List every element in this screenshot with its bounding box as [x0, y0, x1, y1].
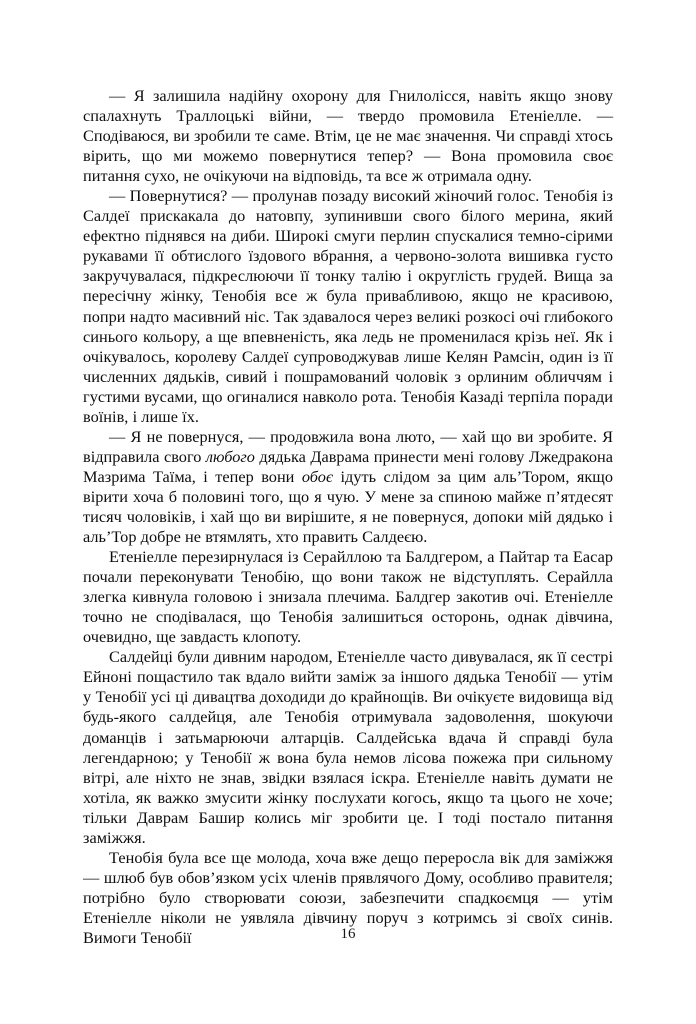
paragraph-2: — Повернутися? — пролунав позаду високий жіночий голос. Тенобія із Салдеї прискакала до натовпу, зупинивши свого білого мерина, який ефектно піднявся на диби. Широкі смуги перлин спускалися темно-сірими рукавами її обтислого їздового вбрання, а червоно-золота вишивка густо закручувалася, підкреслюючи її тонку талію і округлість грудей. Вища за пересічну жінку, Тенобія все ж була привабливою, якщо не красивою, попри надто масивний ніс. Так здавалося через великі розкосі очі глибокого синього кольору, а ще впевненість, яка ледь не променилася крізь неї. Як і очікувалось, королеву Салдеї супроводжував лише Келян Рамсін, один із її численних дядьків, сивий і пошрамований чоловік з орлиним обличчям і густими вусами, що огиналися навколо рота. Тенобія Казаді терпіла поради воїнів, і лише їх. — [83, 186, 613, 426]
paragraph-3 — [83, 427, 613, 547]
paragraph-3-segment-3: ідуть слідом за цим аль’Тором, якщо вірити хоча б половині того, що я чую. У мене за спиною майже п’ятдесят тисяч чоловіків, і хай що ви вирішите, я не повернуся, допоки мій дядько і аль’Тор добре не втямлять, хто править Салдеєю. — [83, 466, 613, 547]
paragraph-6: Тенобія була все ще молода, хоча вже дещо переросла вік для заміжжя — шлюб був обов’язком усіх членів прявлячого Дому, особливо правителя; потрібно було створювати союзи, забезпечити спадкоємця — утім Етеніелле ніколи не уявляла дівчину поруч з котримсь зі своїх синів. Вимоги Тенобії — [83, 847, 613, 947]
paragraph-3-segment-2: дядька Даврама принести мені голову Лжедракона Мазрима Таїма, і тепер вони — [83, 446, 613, 486]
paragraph-4: Етеніелле перезирнулася із Серайллою та Балдгером, а Пайтар та Еасар почали переконувати Тенобію, що вони також не відступлять. Серайлла злегка кивнула головою і знизала плечима. Балдгер закотив очі. Етеніелле точно не сподівалася, що Тенобія залишиться осторонь, однак дівчина, очевидно, ще завдасть клопоту. — [83, 547, 613, 647]
page-number: 16 — [340, 926, 356, 942]
paragraph-3-segment-1: — Я не повернуся, — продовжила вона люто, — хай що ви зробите. Я відправила свого — [83, 426, 613, 466]
paragraph-3-emphasis-2: обоє — [301, 466, 334, 486]
paragraph-1: — Я залишила надійну охорону для Гнилолісся, навіть якщо знову спалахнуть Траллоцькі війни, — твердо промовила Етеніелле. — Сподіваюся, ви зробили те саме. Втім, це не має значення. Чи справді хтось вірить, що ми можемо повернутися тепер? — Вона промовила своє питання сухо, не очікуючи на відповідь, та все ж отримала одну. — [83, 86, 613, 186]
paragraph-5: Салдейці були дивним народом, Етеніелле часто дивувалася, як її сестрі Ейноні пощастило так вдало вийти заміж за іншого дядька Тенобії — утім у Тенобії усі ці дивацтва доходиди до крайнощів. Ви очікуєте видовища від будь-якого салдейця, але Тенобія отримувала задоволення, шокуючи доманців і затьмарюючи алтарців. Салдейська вдача й справді була легендарною; у Тенобії ж вона була немов лісова пожежа при сильному вітрі, але ніхто не знав, звідки взялася іскра. Етеніелле навіть думати не хотіла, як важко змусити жінку послухати когось, якщо та цього не хоче; тільки Даврам Башир колись міг зробити це. І тоді постало питання заміжжя. — [83, 647, 613, 847]
body-text-block — [83, 86, 613, 948]
paragraph-3-emphasis-1: любого — [205, 446, 255, 466]
